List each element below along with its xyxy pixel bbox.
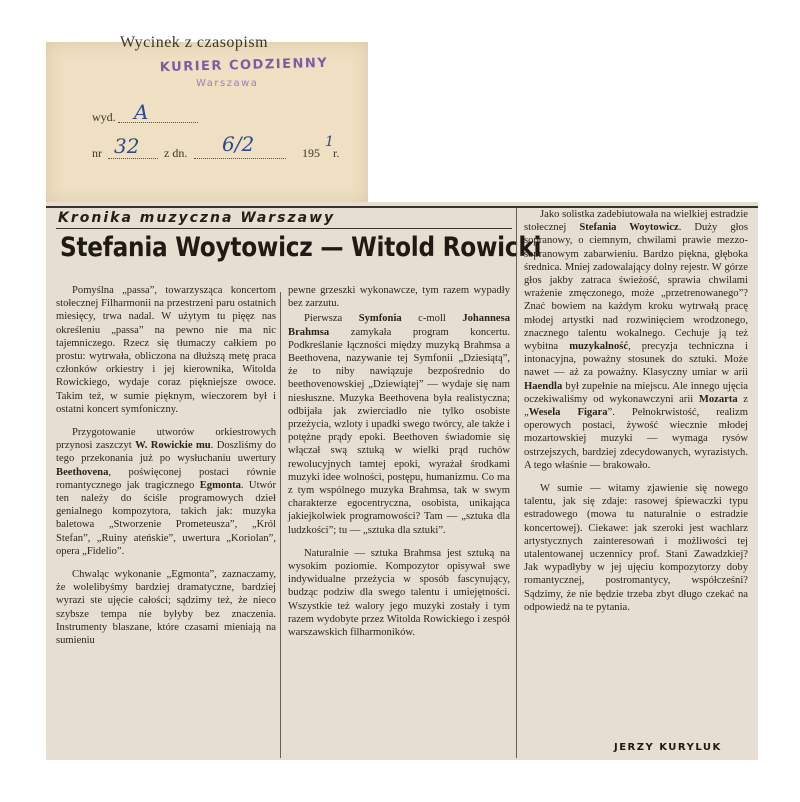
article-headline: Stefania Woytowicz — Witold Rowicki (60, 232, 542, 263)
nr-label: nr (92, 146, 102, 160)
col2-paragraph-1: pewne grzeszki wykonawcze, tym razem wypadły bez zarzutu. (288, 285, 510, 310)
year-hand: 1 (325, 134, 334, 150)
wyd-label: wyd. (92, 110, 116, 124)
nr-line (108, 158, 158, 159)
col1-paragraph-2: Przygotowanie utworów orkiestrowych przynosi zaszczyt W. Rowickie mu. Doszliśmy do tego przekonania już po wysłuchaniu uwertury Beethovena, poświęconej postaci równie romantycznego jak tragicznego Egmonta. Utwór ten należy do ściśle programowych dzieł genialnego kompozytora, takich jak: muzyka baletowa „Stworzenie Prometeusza”, „Król Stefan”, „Ruiny ateńskie”, uwertura „Koriolan”, opera „Fidelio”. (56, 427, 276, 557)
clipping-slip (46, 34, 368, 204)
stamp-city: Warszawa (196, 78, 259, 89)
col1-paragraph-3: Chwaląc wykonanie „Egmonta”, zaznaczamy, że wolelibyśmy bardziej dramatyczne, bardziej wyrazi ste ujęcie całości; sądzimy też, że nieco szybsze tempa nie byłyby bez znaczenia. Instrumenty blaszane, które czasami mieniają na sumieniu (56, 569, 276, 647)
slip-header: Wycinek z czasopism (120, 34, 269, 51)
col2-paragraph-3: Naturalnie — sztuka Brahmsa jest sztuką na wysokim poziomie. Kompozytor opisywał swe indywidualne przeżycia w sposób fascynujący, budząc podziw dla swego talentu i umiejętności. Wszystkie też walory jego muzyki zostały i tym razem wydobyte przez Witolda Rowickiego i zespół warszawskich filharmoników. (288, 547, 510, 639)
stamp-title: KURIER CODZIENNY (159, 55, 329, 76)
newspaper-article (46, 202, 758, 760)
date-value: 6/2 (222, 132, 255, 156)
wyd-value: A (134, 100, 149, 124)
year-printed: 195 (302, 146, 320, 160)
section-rule (56, 228, 512, 229)
year-suffix: r. (333, 146, 340, 160)
article-column-2 (288, 284, 510, 641)
col2-paragraph-2: Pierwsza Symfonia c-moll Johannesa Brahmsa zamykała program koncertu. Podkreślanie łączności między muzyką Brahmsa a Beethovena, nazywanie tej Symfonii „Dziesiątą”, że to niby nawiązuje bezpośrednio do beethovenowskiej „Dziewiątej” — wydaje się nam niesłuszne. Muzyka Beethovena była realistyczna; odbijała jak zwierciadło nie tylko osobiste przeżycia, wzloty i upadki swego twórcy, ale także i potężne prądy epoki. Beethoven świadomie się włączał swą sztuką w wielki prąd ruchów rewolucyjnych tamtej epoki, wyrażał środkami muzyki idee wolności, postępu, humanizmu. Co ma z tym wspólnego muzyka Brahmsa, tak w swym charakterze egocentryczna, osobista, unikająca jakiejkolwiek programowości? Tam — „sztuka dla ludzkości”; tu — „sztuka dla sztuki”. (288, 313, 510, 536)
wyd-line (118, 122, 198, 123)
col3-paragraph-1: Jako solistka zadebiutowała na wielkiej estradzie stołecznej Stefania Woytowicz. Duży głos sopranowy, o ciemnym, chwilami prawie mezzo-sopranowym zabarwieniu. Bardzo piękna, głęboka średnica. Mniej zadowalający dolny rejestr. W górze głos jakby zatraca świeżość, sprawia chwilami wrażenie zmęczonego, może „przetrenowanego”? Znać bowiem na każdym kroku wytrwałą pracę młodej artystki nad rozwinięciem wrodzonego, znacznego talentu wokalnego. Cechuje ją też wybitna muzykalność, precyzja techniczna i intonacyjna, poważny stosunek do sztuki. Może nawet — aż za poważny. Klasyczny umiar w arii Haendla był zupełnie na miejscu. Ale innego ujęcia oczekiwaliśmy od wykonawczyni arii Mozarta z „Wesela Figara”. Pełnokrwistość, realizm operowych postaci, żywość wiecznie młodej mozartowskiej muzyki — wymaga rysów ostrzejszych, bardziej zdecydowanych, wyrazistych. A tego właśnie — brakowało. (524, 209, 749, 471)
col3-paragraph-2: W sumie — witamy zjawienie się nowego talentu, jak się zdaje: rasowej śpiewaczki typu estradowego (mowa tu naturalnie o estradzie koncertowej). Ciekawe: jak szeroki jest wachlarz artystycznych zainteresowań i możliwości tej utalentowanej uczennicy prof. Stani Zawadzkiej? Jak wypadłyby w jej ujęciu kompozytorzy doby romantycznej, postromantycy, współcześni? Sądzimy, że nie będzie trzeba zbyt długo czekać na odpowiedź na te pytania. (524, 483, 748, 613)
date-label: z dn. (164, 146, 188, 160)
section-title: Kronika muzyczna Warszawy (58, 210, 336, 226)
column-divider-2 (516, 208, 517, 758)
date-line (194, 158, 286, 159)
col1-paragraph-1: Pomyślna „passa”, towarzysząca koncertom stołecznej Filharmonii na przestrzeni paru ostatnich miesięcy, trwa nadal. W użytym tu pięęz nas określeniu „passa” na pewno nie ma nic tajemniczego. Rzecz się tłumaczy całkiem po prostu: wytrwała, obliczona na dłuższą metę praca członków orkiestry i jej kierownika, Witolda Rowickiego, wydaje coraz piękniejsze owoce. Takim też, w sumie pięknym, wieczorem był i ostatni koncert symfoniczny. (56, 285, 276, 415)
author-signature: JERZY KURYLUK (614, 742, 722, 753)
nr-value: 32 (114, 134, 140, 158)
article-column-3 (524, 208, 748, 616)
column-divider-1 (280, 292, 281, 758)
article-column-1 (56, 284, 276, 649)
